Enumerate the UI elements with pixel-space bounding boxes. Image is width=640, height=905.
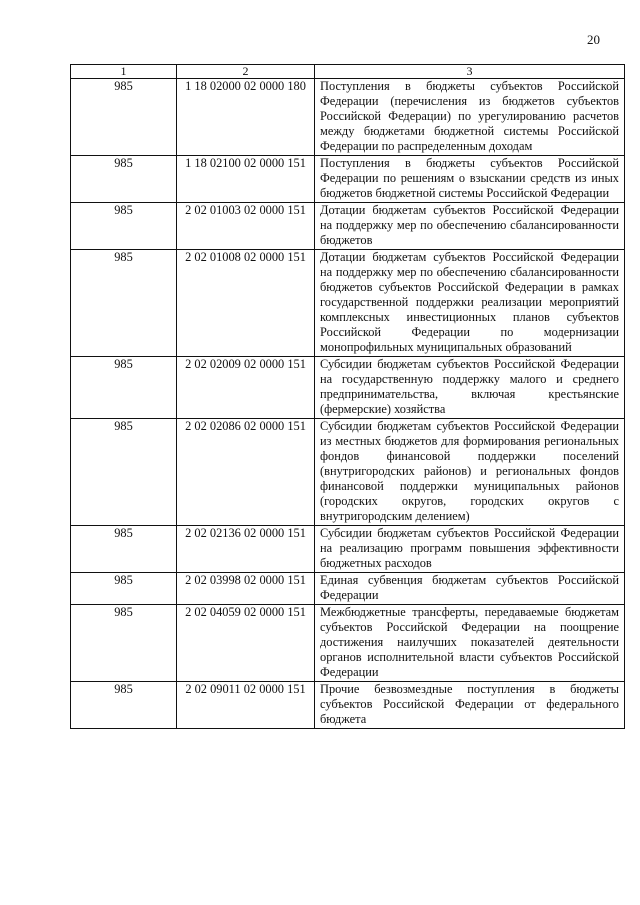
budget-codes-table [70, 64, 625, 729]
revenue-description-cell: Прочие безвозмездные поступления в бюджеты субъектов Российской Федерации от федерального бюджета [315, 682, 625, 729]
admin-code-cell: 985 [71, 605, 177, 682]
admin-code-cell: 985 [71, 156, 177, 203]
budget-classification-code-cell: 1 18 02000 02 0000 180 [177, 79, 315, 156]
admin-code-cell: 985 [71, 682, 177, 729]
table-row [71, 79, 625, 156]
revenue-description-cell: Межбюджетные трансферты, передаваемые бюджетам субъектов Российской Федерации на поощрение достижения наилучших показателей деятельности органов исполнительной власти субъектов Российской Федерации [315, 605, 625, 682]
budget-classification-code-cell: 1 18 02100 02 0000 151 [177, 156, 315, 203]
table-row [71, 682, 625, 729]
admin-code-cell: 985 [71, 419, 177, 526]
revenue-description-cell: Поступления в бюджеты субъектов Российской Федерации (перечисления из бюджетов субъектов Российской Федерации) по урегулированию расчетов между бюджетами бюджетной системы Российской Федерации по распределенным доходам [315, 79, 625, 156]
page-number: 20 [587, 32, 600, 47]
admin-code-cell: 985 [71, 79, 177, 156]
admin-code-cell: 985 [71, 573, 177, 605]
table-row [71, 250, 625, 357]
budget-classification-code-cell: 2 02 01003 02 0000 151 [177, 203, 315, 250]
revenue-description-cell: Субсидии бюджетам субъектов Российской Федерации на государственную поддержку малого и среднего предпринимательства, включая крестьянские (фермерские) хозяйства [315, 357, 625, 419]
table-row [71, 573, 625, 605]
table-header-row [71, 65, 625, 79]
budget-classification-code-cell: 2 02 04059 02 0000 151 [177, 605, 315, 682]
admin-code-cell: 985 [71, 526, 177, 573]
budget-classification-code-cell: 2 02 02136 02 0000 151 [177, 526, 315, 573]
table-row [71, 357, 625, 419]
budget-classification-code-cell: 2 02 03998 02 0000 151 [177, 573, 315, 605]
column-header-3: 3 [315, 65, 625, 79]
table-row [71, 605, 625, 682]
table-row [71, 526, 625, 573]
revenue-description-cell: Единая субвенция бюджетам субъектов Российской Федерации [315, 573, 625, 605]
budget-classification-code-cell: 2 02 09011 02 0000 151 [177, 682, 315, 729]
admin-code-cell: 985 [71, 250, 177, 357]
revenue-description-cell: Дотации бюджетам субъектов Российской Федерации на поддержку мер по обеспечению сбалансированности бюджетов [315, 203, 625, 250]
budget-classification-code-cell: 2 02 01008 02 0000 151 [177, 250, 315, 357]
column-header-2: 2 [177, 65, 315, 79]
admin-code-cell: 985 [71, 203, 177, 250]
revenue-description-cell: Субсидии бюджетам субъектов Российской Федерации из местных бюджетов для формирования региональных фондов финансовой поддержки поселений (внутригородских районов) и региональных фондов финансовой поддержки муниципальных районов (городских округов, городских округов с внутригородским делением) [315, 419, 625, 526]
revenue-description-cell: Поступления в бюджеты субъектов Российской Федерации по решениям о взыскании средств из иных бюджетов бюджетной системы Российской Федерации [315, 156, 625, 203]
budget-classification-code-cell: 2 02 02009 02 0000 151 [177, 357, 315, 419]
table-row [71, 419, 625, 526]
admin-code-cell: 985 [71, 357, 177, 419]
revenue-description-cell: Дотации бюджетам субъектов Российской Федерации на поддержку мер по обеспечению сбалансированности бюджетов субъектов Российской Федерации в рамках государственной поддержки реализации мероприятий комплексных инвестиционных планов субъектов Российской Федерации по модернизации монопрофильных муниципальных образований [315, 250, 625, 357]
revenue-description-cell: Субсидии бюджетам субъектов Российской Федерации на реализацию программ повышения эффективности бюджетных расходов [315, 526, 625, 573]
table-row [71, 156, 625, 203]
table-row [71, 203, 625, 250]
column-header-1: 1 [71, 65, 177, 79]
budget-classification-code-cell: 2 02 02086 02 0000 151 [177, 419, 315, 526]
